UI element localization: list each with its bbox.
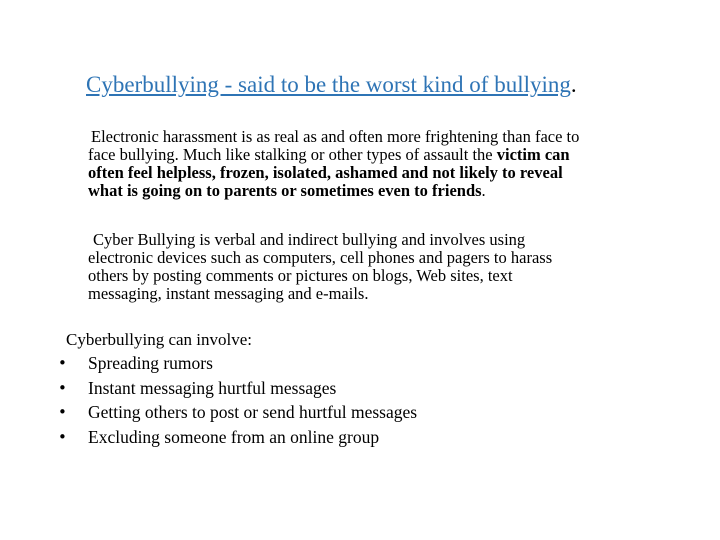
paragraph-electronic-harassment	[88, 128, 579, 200]
paragraph1-line-2	[88, 146, 579, 164]
list-item	[58, 400, 417, 425]
paragraph1-line-4-period: .	[481, 181, 486, 200]
slide-title	[86, 70, 706, 100]
bullet-icon: •	[58, 354, 67, 372]
title-link[interactable]: Cyberbullying - said to be the worst kind of bullying	[86, 72, 571, 97]
list-item-text: Getting others to post or send hurtful messages	[88, 402, 418, 422]
paragraph2-line-4: messaging, instant messaging and e-mails.	[88, 284, 369, 303]
list-item-text: Excluding someone from an online group	[88, 426, 380, 447]
list-item-text: Instant messaging hurtful messages	[88, 377, 337, 398]
bullet-icon: •	[58, 427, 67, 446]
bullet-icon: •	[58, 403, 67, 421]
paragraph2-line-3: others by posting comments or pictures on blogs, Web sites, text	[88, 266, 513, 285]
bullet-list	[58, 351, 417, 449]
paragraph1-line-1: Electronic harassment is as real as and often more frightening than face to	[91, 127, 580, 146]
list-item	[58, 376, 417, 401]
paragraph2-line-2: electronic devices such as computers, cell phones and pagers to harass	[88, 248, 553, 267]
bullet-icon: •	[58, 378, 67, 397]
list-item	[58, 425, 417, 450]
title-period: .	[570, 72, 577, 97]
paragraph1-line-2-text: face bullying. Much like stalking or other types of assault the	[88, 145, 497, 164]
paragraph1-line-3: often feel helpless, frozen, isolated, ashamed and not likely to reveal	[88, 163, 563, 182]
list-item-text: Spreading rumors	[88, 353, 213, 373]
list-heading: Cyberbullying can involve:	[66, 330, 253, 349]
paragraph1-line-4	[88, 182, 579, 200]
paragraph1-line-4-emphasis: what is going on to parents or sometimes even to friends	[88, 181, 482, 200]
list-item	[58, 351, 417, 376]
paragraph1-line-2-emphasis: victim can	[496, 145, 570, 164]
paragraph-cyber-bullying-definition	[88, 231, 552, 303]
paragraph2-line-1: Cyber Bullying is verbal and indirect bullying and involves using	[93, 230, 526, 249]
